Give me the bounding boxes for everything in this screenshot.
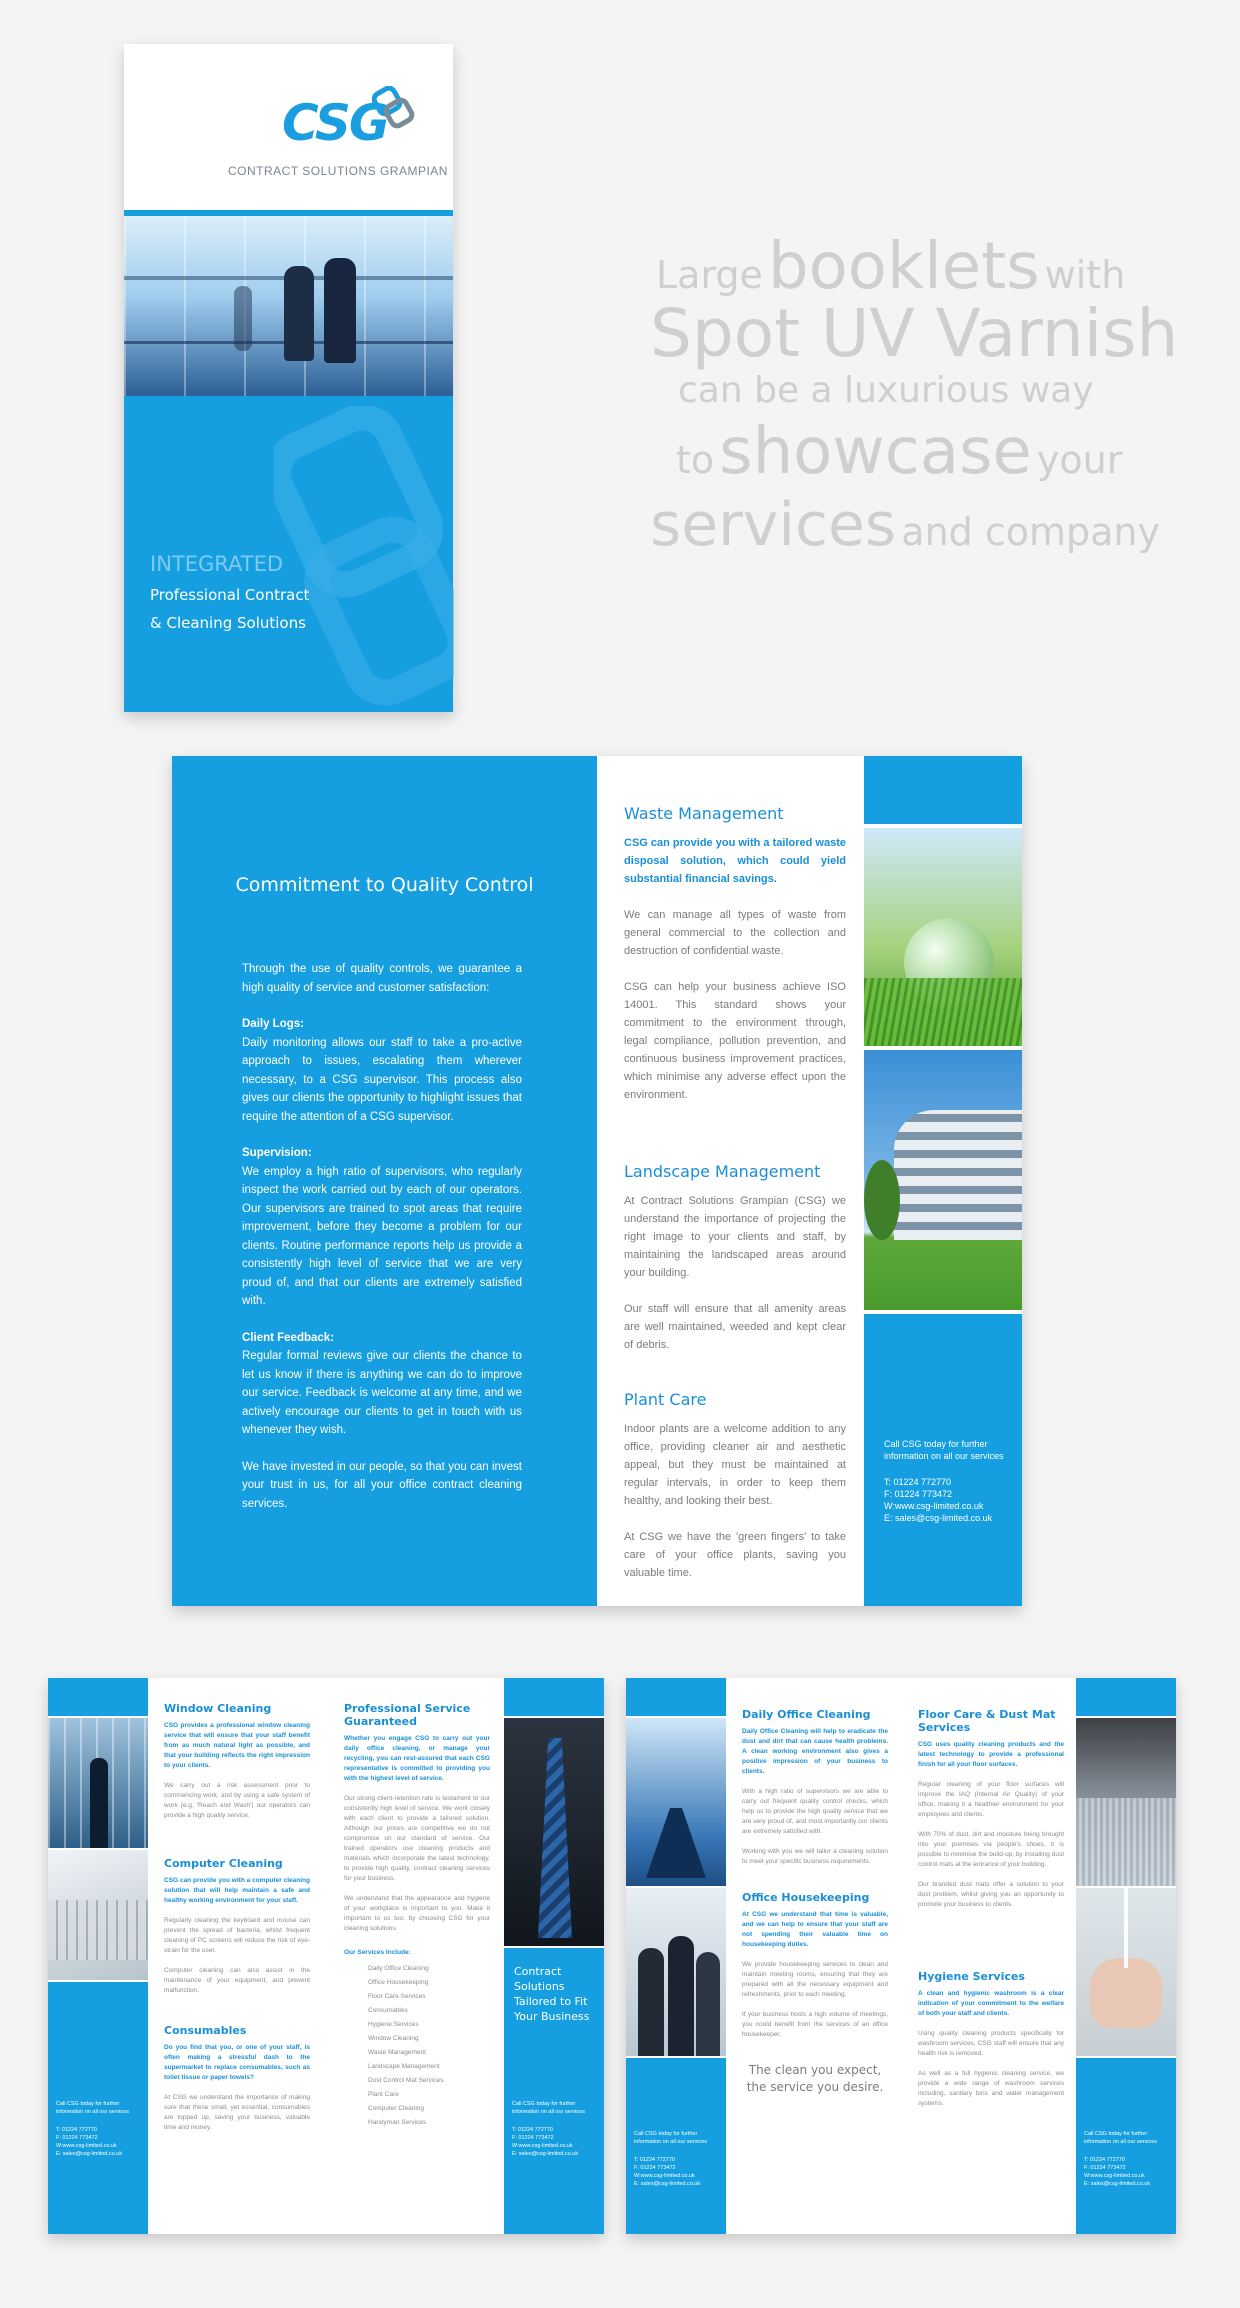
right-image-column-r [1076, 1678, 1176, 2234]
small-left-col1: Window Cleaning CSG provides a professional window cleaning service that will ensure that your staff benefit from as much natural light as possible, and that your building reflects the right impression to your clients. We carry out a risk assessment prior to commencing work, and by using a safe system of work (e.g. 'Reach and Wash') our operators can provide a high quality service. Computer Cleaning CSG can provide you with a computer cleaning solution that will help maintain a safe and healthy working environment for your staff. Regularly cleaning the keyboard and mouse can prevent the spread of bacteria, whilst frequent cleaning of PC screens will reduce the risk of eye-strain for the user. Computer cleaning can also assist in the maintenance of your equipment, and prevent malfunction. Consumables Do you find that you, or one of your staff, is often making a stressful dash to the supermarket to replace consumables, such as toilet tissue or paper towels? At CSG we understand the importance of making sure that these small, yet essential, consumables are topped up, saving your business, valuable time and money. [164, 1702, 310, 2131]
small-spread-left [48, 1678, 604, 2234]
feedback-body: Regular formal reviews give our clients the chance to let us know if there is anything we can do to improve our service. Feedback is welcome at any time, and we actively encourage our clients to get in touch with us whenever they wish. [242, 1350, 522, 1436]
logo-text: CSG [282, 94, 388, 152]
contact-details: Call CSG today for further information on all our services T: 01224 772770 F: 01224 773472 W:www.csg-limited.co.uk E: sales@csg-limited.co.uk [884, 1439, 1004, 1523]
watermark-link-icon [274, 406, 454, 706]
photo-suit-tie [504, 1718, 604, 1946]
small-right-col2: Floor Care & Dust Mat Services CSG uses quality cleaning products and the latest technology to provide a professional finish for all your floor surfaces. Regular cleaning of your floor surfaces will improve the IAQ (Internal Air Quality) of your office, making it a healthier environment for your employees and clients. With 70% of dust, dirt and moisture being brought into your premises via people's shoes, it is possible to minimise the build-up, by installing dust control mats at the entrance of your building. Our branded dust mats offer a solution to your dust problem, whilst giving you an opportunity to promote your business to clients. Hygiene Services A clean and hygienic washroom is a clear indication of your commitment to the welfare of both your staff and clients. Using quality cleaning products specifically for washroom services, CSG staff will ensure that any health risk is removed. As well as a full hygienic cleaning service, we provide a wide range of washroom services including, sanitary bins and water management systems. [918, 1708, 1064, 2107]
photo-business-team [626, 1888, 726, 2056]
tagline-line2: Spot UV Varnish [650, 295, 1179, 372]
service-list-item: Landscape Management [368, 2063, 440, 2070]
quality-panel [172, 756, 597, 1606]
photo-window-man [48, 1718, 148, 1848]
hygiene-title: Hygiene Services [918, 1970, 1025, 1983]
left-image-column-r [626, 1678, 726, 2234]
services-heading: Our Services Include: [344, 1949, 411, 1956]
feedback-heading: Client Feedback: [242, 1331, 335, 1344]
company-name: CONTRACT SOLUTIONS GRAMPIAN [228, 164, 448, 178]
service-list-item: Office Housekeeping [368, 1979, 429, 1986]
person-silhouette [324, 258, 356, 363]
cover-blue-panel [124, 396, 453, 712]
floor-title: Floor Care & Dust Mat Services [918, 1708, 1056, 1734]
contact-fax: F: 01224 773472 [884, 1489, 953, 1499]
supervision-body: We employ a high ratio of supervisors, who regularly inspect the work carried out by each of our operators. Our supervisors are trained to spot areas that require improvement, before they become a problem for our clients. Routine performance reports help us provide a consistently high level of service that we are very proud of, and that our clients are extremely satisfied with. [242, 1165, 522, 1307]
cover-line2: & Cleaning Solutions [150, 614, 306, 632]
waste-p2: CSG can help your business achieve ISO 14001. This standard shows your commitment to the environment through, legal compliance, pollution prevention, and continuous business improvement practices, which minimise any adverse effect upon the environment. [624, 981, 846, 1101]
person-silhouette [284, 266, 314, 361]
landscape-p1: At Contract Solutions Grampian (CSG) we understand the importance of projecting the right image to your clients and staff, by maintaining the landscaped areas around your building. [624, 1195, 846, 1279]
professional-title: Professional Service Guaranteed [344, 1702, 471, 1728]
service-list-item: Plant Care [368, 2091, 399, 2098]
photo-boardroom [626, 1718, 726, 1886]
photo-green-globe [864, 828, 1022, 1046]
cover-photo-business-people [124, 216, 453, 396]
services-text-panel [624, 756, 846, 1606]
logs-body: Daily monitoring allows our staff to take a pro-active approach to issues, escalating them wherever necessary, to a CSG supervisor. This process also gives our clients the opportunity to highlight issues that require the attention of a CSG supervisor. [242, 1036, 522, 1123]
brochure-cover [124, 44, 453, 712]
tagline [640, 210, 1179, 570]
contact-block [864, 1314, 1022, 1606]
contact-block-r: Call CSG today for further information on all our services T: 01224 772770 F: 01224 773472 W:www.csg-limited.co.uk E: sales@csg-limited.co.uk [626, 2058, 726, 2234]
service-list-item: Consumables [368, 2007, 408, 2014]
window-title: Window Cleaning [164, 1702, 272, 1715]
computer-title: Computer Cleaning [164, 1857, 283, 1870]
contact-block-r2: Call CSG today for further information on all our services T: 01224 772770 F: 01224 773472 W:www.csg-limited.co.uk E: sales@csg-limited.co.uk [1076, 2058, 1176, 2234]
photo-keyboard [48, 1850, 148, 1980]
photo-carpet-floor [1076, 1718, 1176, 1886]
right-image-column [504, 1678, 604, 2234]
photo-office-building [864, 1050, 1022, 1310]
plant-p1: Indoor plants are a welcome addition to any office, providing cleaner air and aesthetic appeal, but they must be maintained at regular intervals, in order to keep them healthy, and looking their best. [624, 1423, 846, 1507]
plant-title: Plant Care [624, 1390, 707, 1409]
tagline-line5: services and company [650, 490, 1160, 560]
quality-closing: We have invested in our people, so that you can invest your trust in us, for all your office contract cleaning services. [242, 1460, 522, 1510]
small-right-col1: Daily Office Cleaning Daily Office Cleaning will help to eradicate the dust and dirt that can cause health problems. A clean working environment also gives a positive impression of your business to clients. With a high ratio of supervisors we are able to carry out frequent quality control checks, which help us to provide the high quality service that we are very proud of, and most importantly our clients are extremely satisfied with. Working with you we will tailor a cleaning solution to meet your specific business requirements. Office Housekeeping At CSG we understand that time is valuable, and we can help to ensure that your staff are not spending their valuable time on housekeeping duties. We provide housekeeping services to clean and maintain meeting rooms, ensuring that they are prepared with all the necessary equipment and refreshments, prior to each meeting. If your business hosts a high volume of meetings, you could benefit from the services of an office housekeeper. The clean you expect, the service you desire. [742, 1708, 888, 2094]
cover-line1: Professional Contract [150, 586, 310, 604]
small-left-col2: Professional Service Guaranteed Whether you engage CSG to carry out your daily office cleaning, or manage your recycling, you can rest-assured that each CSG representative is committed to providing you with the highest level of service. Our strong client-retention rate is testament to our consistently high level of service. We work closely with each client to provide a tailored solution. Although our prices are competitive we do not compromise on our standard of service. Our trained operators use cleaning products and materials which incorporate the latest technology, to provide high quality, contract cleaning services for your business. We understand that the appearance and hygiene of your workplace is important to you. Make it important to us too, by choosing CSG for your cleaning solutions. Our Services Include: Daily Office Cleaning Office Housekeeping Floor Care Services Consumables Hygiene Services Window Cleaning Waste Management Landscape Management Dust Control Mat Services Plant Care Computer Cleaning Handyman Services [344, 1702, 490, 2130]
left-image-column [48, 1678, 148, 2234]
tailored-panel: Contract Solutions Tailored to Fit Your Business Call CSG today for further information on all our services T: 01224 772770 F: 01224 773472 W:www.csg-limited.co.uk E: sales@csg-limited.co.uk [504, 1948, 604, 2234]
small-spread-right [626, 1678, 1176, 2234]
supervision-heading: Supervision: [242, 1147, 312, 1159]
daily-title: Daily Office Cleaning [742, 1708, 871, 1721]
waste-title: Waste Management [624, 804, 784, 823]
brochure-spread [172, 756, 1022, 1606]
landscape-title: Landscape Management [624, 1162, 821, 1181]
service-list-item: Daily Office Cleaning [368, 1965, 429, 1972]
person-silhouette [234, 286, 252, 351]
quality-title: Commitment to Quality Control [235, 874, 534, 896]
quality-body [242, 960, 522, 1513]
service-list-item: Floor Care Services [368, 1993, 426, 2000]
service-list-item: Hygiene Services [368, 2021, 419, 2028]
image-column [864, 756, 1022, 1606]
logs-heading: Daily Logs: [242, 1018, 304, 1030]
contact-block-small: Call CSG today for further information on all our services T: 01224 772770 F: 01224 773472 W:www.csg-limited.co.uk E: sales@csg-limited.co.uk [48, 1982, 148, 2234]
top-blue-block [864, 756, 1022, 824]
contact-email[interactable]: E: sales@csg-limited.co.uk [884, 1513, 993, 1523]
housekeeping-title: Office Housekeeping [742, 1891, 870, 1904]
service-list-item: Handyman Services [368, 2119, 427, 2126]
waste-p1: We can manage all types of waste from general commercial to the collection and destruction of confidential waste. [624, 909, 846, 957]
services-list [368, 1962, 490, 2130]
plant-p2: At CSG we have the 'green fingers' to take care of your office plants, saving you valuable time. [624, 1531, 846, 1579]
consumables-title: Consumables [164, 2024, 247, 2037]
slogan: The clean you expect, the service you desire. [746, 2063, 884, 2094]
integrated-label: INTEGRATED [150, 552, 284, 576]
quality-intro: Through the use of quality controls, we guarantee a high quality of service and customer satisfaction: [242, 963, 522, 994]
service-list-item: Window Cleaning [368, 2035, 419, 2042]
tagline-line4: to showcase your [676, 415, 1123, 489]
contact-web[interactable]: W:www.csg-limited.co.uk [884, 1501, 984, 1511]
photo-hand-washing [1076, 1888, 1176, 2056]
tagline-line1: Large booklets with [656, 230, 1126, 304]
service-list-item: Computer Cleaning [368, 2105, 425, 2112]
logo-link-icon [372, 86, 416, 130]
service-list-item: Waste Management [368, 2049, 426, 2056]
landscape-p2: Our staff will ensure that all amenity areas are well maintained, weeded and kept clear of debris. [624, 1303, 846, 1351]
service-list-item: Dust Control Mat Services [368, 2077, 444, 2084]
waste-lead: CSG can provide you with a tailored waste disposal solution, which could yield substantial financial savings. [624, 837, 846, 885]
tagline-line3: can be a luxurious way [678, 370, 1094, 411]
contact-phone[interactable]: T: 01224 772770 [884, 1477, 952, 1487]
